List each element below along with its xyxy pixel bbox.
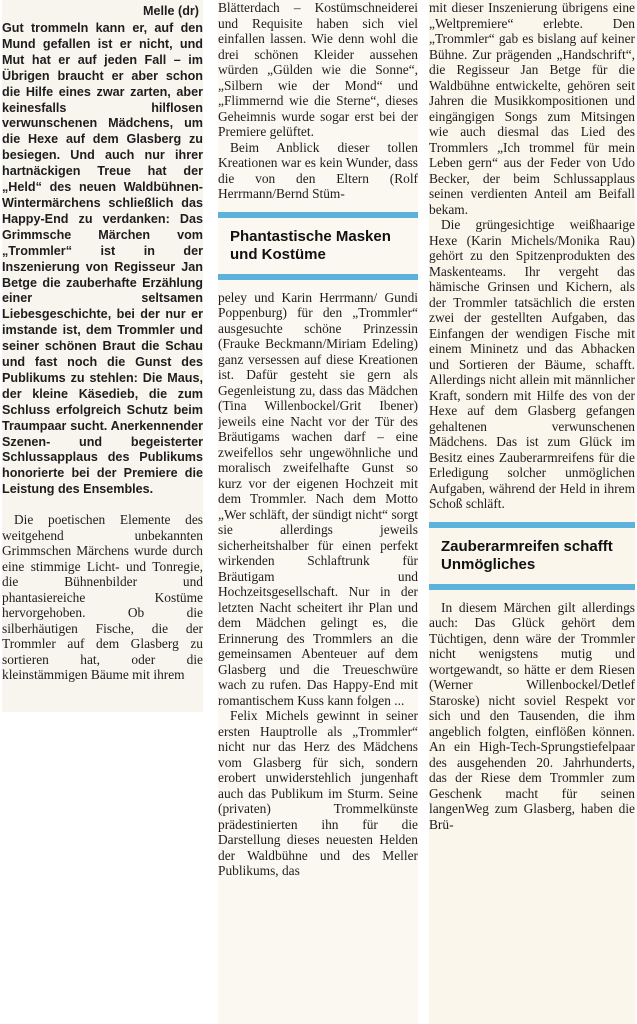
body-paragraph: Die poetischen Elemente des weitgehend unbekannten Grimmschen Märchens wurde durch eine stimmige Licht- und Tonregie, die Bühnenbilder und phantasiereiche Kostüme hervorgehoben. Ob die silberhäutigen Fische, die der Trommler auf dem Glasberg zu sortieren hat, oder die kleinstämmigen Bäume mit ihrem bbox=[2, 512, 203, 683]
body-paragraph: Felix Michels gewinnt in seiner ersten Hauptrolle als „Trommler“ nicht nur das Herz des Mädchens vom Glasberg für sich, sondern erobert unwiderstehlich jungenhaft auch das Publikum im Sturm. Seine (privaten) Trommelkünste prädestinierten ihn für die Darstellung dieses neuesten Helden der Waldbühne und des Meller Publikums, das bbox=[218, 708, 418, 878]
body-paragraph: mit dieser Inszenierung übrigens eine „Weltpremiere“ erlebte. Den „Trommler“ gab es bislang auf keiner Bühne. Zur prägenden „Handschrift“, die Regisseur Jan Betge für die Waldbühne entwickelte, gehören seit Jahren die Musikkompositionen und eingängigen Songs zum Mitsingen wie auch diesmal das Lied des Trommlers „Ich trommel für mein Leben gern“ aus der Feder von Udo Becker, der beim Schlussapplaus seinen verdienten Anteil am Beifall bekam. bbox=[429, 0, 635, 217]
byline: Melle (dr) bbox=[143, 4, 199, 18]
column-3 bbox=[429, 0, 635, 1024]
body-paragraph: peley und Karin Herrmann/ Gundi Poppenburg) für den „Trommler“ ausgesuchte schöne Prinzessin (Frauke Beckmann/Miriam Edeling) ganz versessen auf diese Kreationen ist. Dafür gesteht sie gern als Gegenleistung zu, dass das Mädchen (Tina Willenbockel/Grit Ibener) jeweils eine Nacht vor der Tür des Bräutigams wachen darf – eine zweifellos sehr ungewöhnliche und moralisch zweifelhafte Gunst so kurz vor der eigenen Hochzeit mit dem Trommler. Nach dem Motto „Wer schläft, der sündigt nicht“ sorgt sie allerdings jeweils sicherheitshalber für einen perfekt wirkenden Schlaftrunk für Bräutigam und Hochzeitsgesellschaft. Nur in der letzten Nacht scheitert ihr Plan und dem Mädchen gelingt es, die Erinnerung des Trommlers an die gemeinsamen Abenteuer auf dem Glasberg und die Treueschwüre wach zu rufen. Das Happy-End mit romantischem Kuss kann folgen ... bbox=[218, 289, 418, 708]
body-paragraph: Die grüngesichtige weißhaarige Hexe (Karin Michels/Monika Rau) gehört zu den Spitzenprodukten des Maskenteams. Ihr vergeht das hämische Grinsen und Kichern, als der Trommler tatsächlich die ersten zwei der gestellten Aufgaben, das Einfangen der wendigen Fische mit einem Mininetz und das Abhacken und Sortieren der Bäume, schafft. Allerdings nicht allein mit männlicher Kraft, sondern mit Hilfe des von der Hexe auf dem Glasberg gefangen gehaltenen verwunschenen Mädchens. Das ist zum Glück im Besitz eines Zauberarmreifens für die Erledigung solcher unmöglichen Aufgaben, während der Held in ihrem Schoß schläft. bbox=[429, 217, 635, 511]
subheadline-zauberarmreifen: Zauberarmreifen schafft Unmögliches bbox=[441, 537, 613, 573]
spacer bbox=[429, 528, 635, 538]
paragraph-gap bbox=[2, 498, 203, 512]
body-paragraph: Blätterdach – Kostümschneiderei und Requisite haben sich viel einfallen lassen. Wie denn wohl die drei schönen Kleider aussehen würden „Gülden wie die Sonne“, „Silbern wie der Mond“ und „Flimmernd wie die Sterne“, dieses Geheimnis wurde sogar erst bei der Premiere gelüftet. bbox=[218, 0, 418, 139]
body-paragraph: In diesem Märchen gilt allerdings auch: Das Glück gehört dem Tüchtigen, denn wäre der Trommler nicht wenigstens mutig und wortgewandt, so hätte er dem Riesen (Werner Willenbockel/Detlef Staroske) nicht soviel Respekt vor sich und den Tausenden, die ihm angeblich folgten, einflößen können. An ein High-Tech-Sprungstiefelpaar des ausgehenden 20. Jahrhunderts, das der Riese dem Trommler zum Geschenk macht für seinen langenWeg zum Glasberg, haben die Brü- bbox=[429, 599, 635, 832]
column-2 bbox=[218, 0, 418, 1024]
spacer bbox=[429, 590, 635, 600]
spacer bbox=[429, 574, 635, 584]
lead-paragraph: Gut trommeln kann er, auf den Mund gefallen ist er nicht, und Mut hat er auf jeden Fall – im Übrigen braucht er aber schon die Hilfe eines zwar zarten, aber keinesfalls hilflosen verwunschenen Mädchens, um die Hexe auf dem Glasberg zu besiegen. Und auch nur ihrer hartnäckigen Treue hat der „Held“ des neuen Waldbühnen-Wintermärchens schließlich das Happy-End zu verdanken: Das Grimmsche Märchen vom „Trommler“ ist in der Inszenierung von Regisseur Jan Betge die zauberhafte Erzählung einer seltsamen Liebesgeschichte, bei der nur er imstande ist, dem Trommler und seiner schönen Braut die Schau und fast noch die Gunst des Publikums zu stehlen: Die Maus, der kleine Käsedieb, die zum Schluss erfolgreich Schutz beim Traumpaar sucht. Anerkennender Szenen- und begeisterter Schlussapplaus des Publikums honorierte bei der Premiere die Leistung des Ensembles. bbox=[2, 21, 203, 497]
column-1 bbox=[2, 0, 203, 712]
spacer bbox=[218, 280, 418, 290]
body-paragraph: Beim Anblick dieser tollen Kreationen war es kein Wunder, dass die von den Eltern (Rolf Herrmann/Bernd Stüm- bbox=[218, 139, 418, 201]
spacer bbox=[218, 218, 418, 228]
spacer bbox=[218, 264, 418, 274]
subheadline-masken: Phantastische Masken und Kostüme bbox=[230, 227, 391, 263]
